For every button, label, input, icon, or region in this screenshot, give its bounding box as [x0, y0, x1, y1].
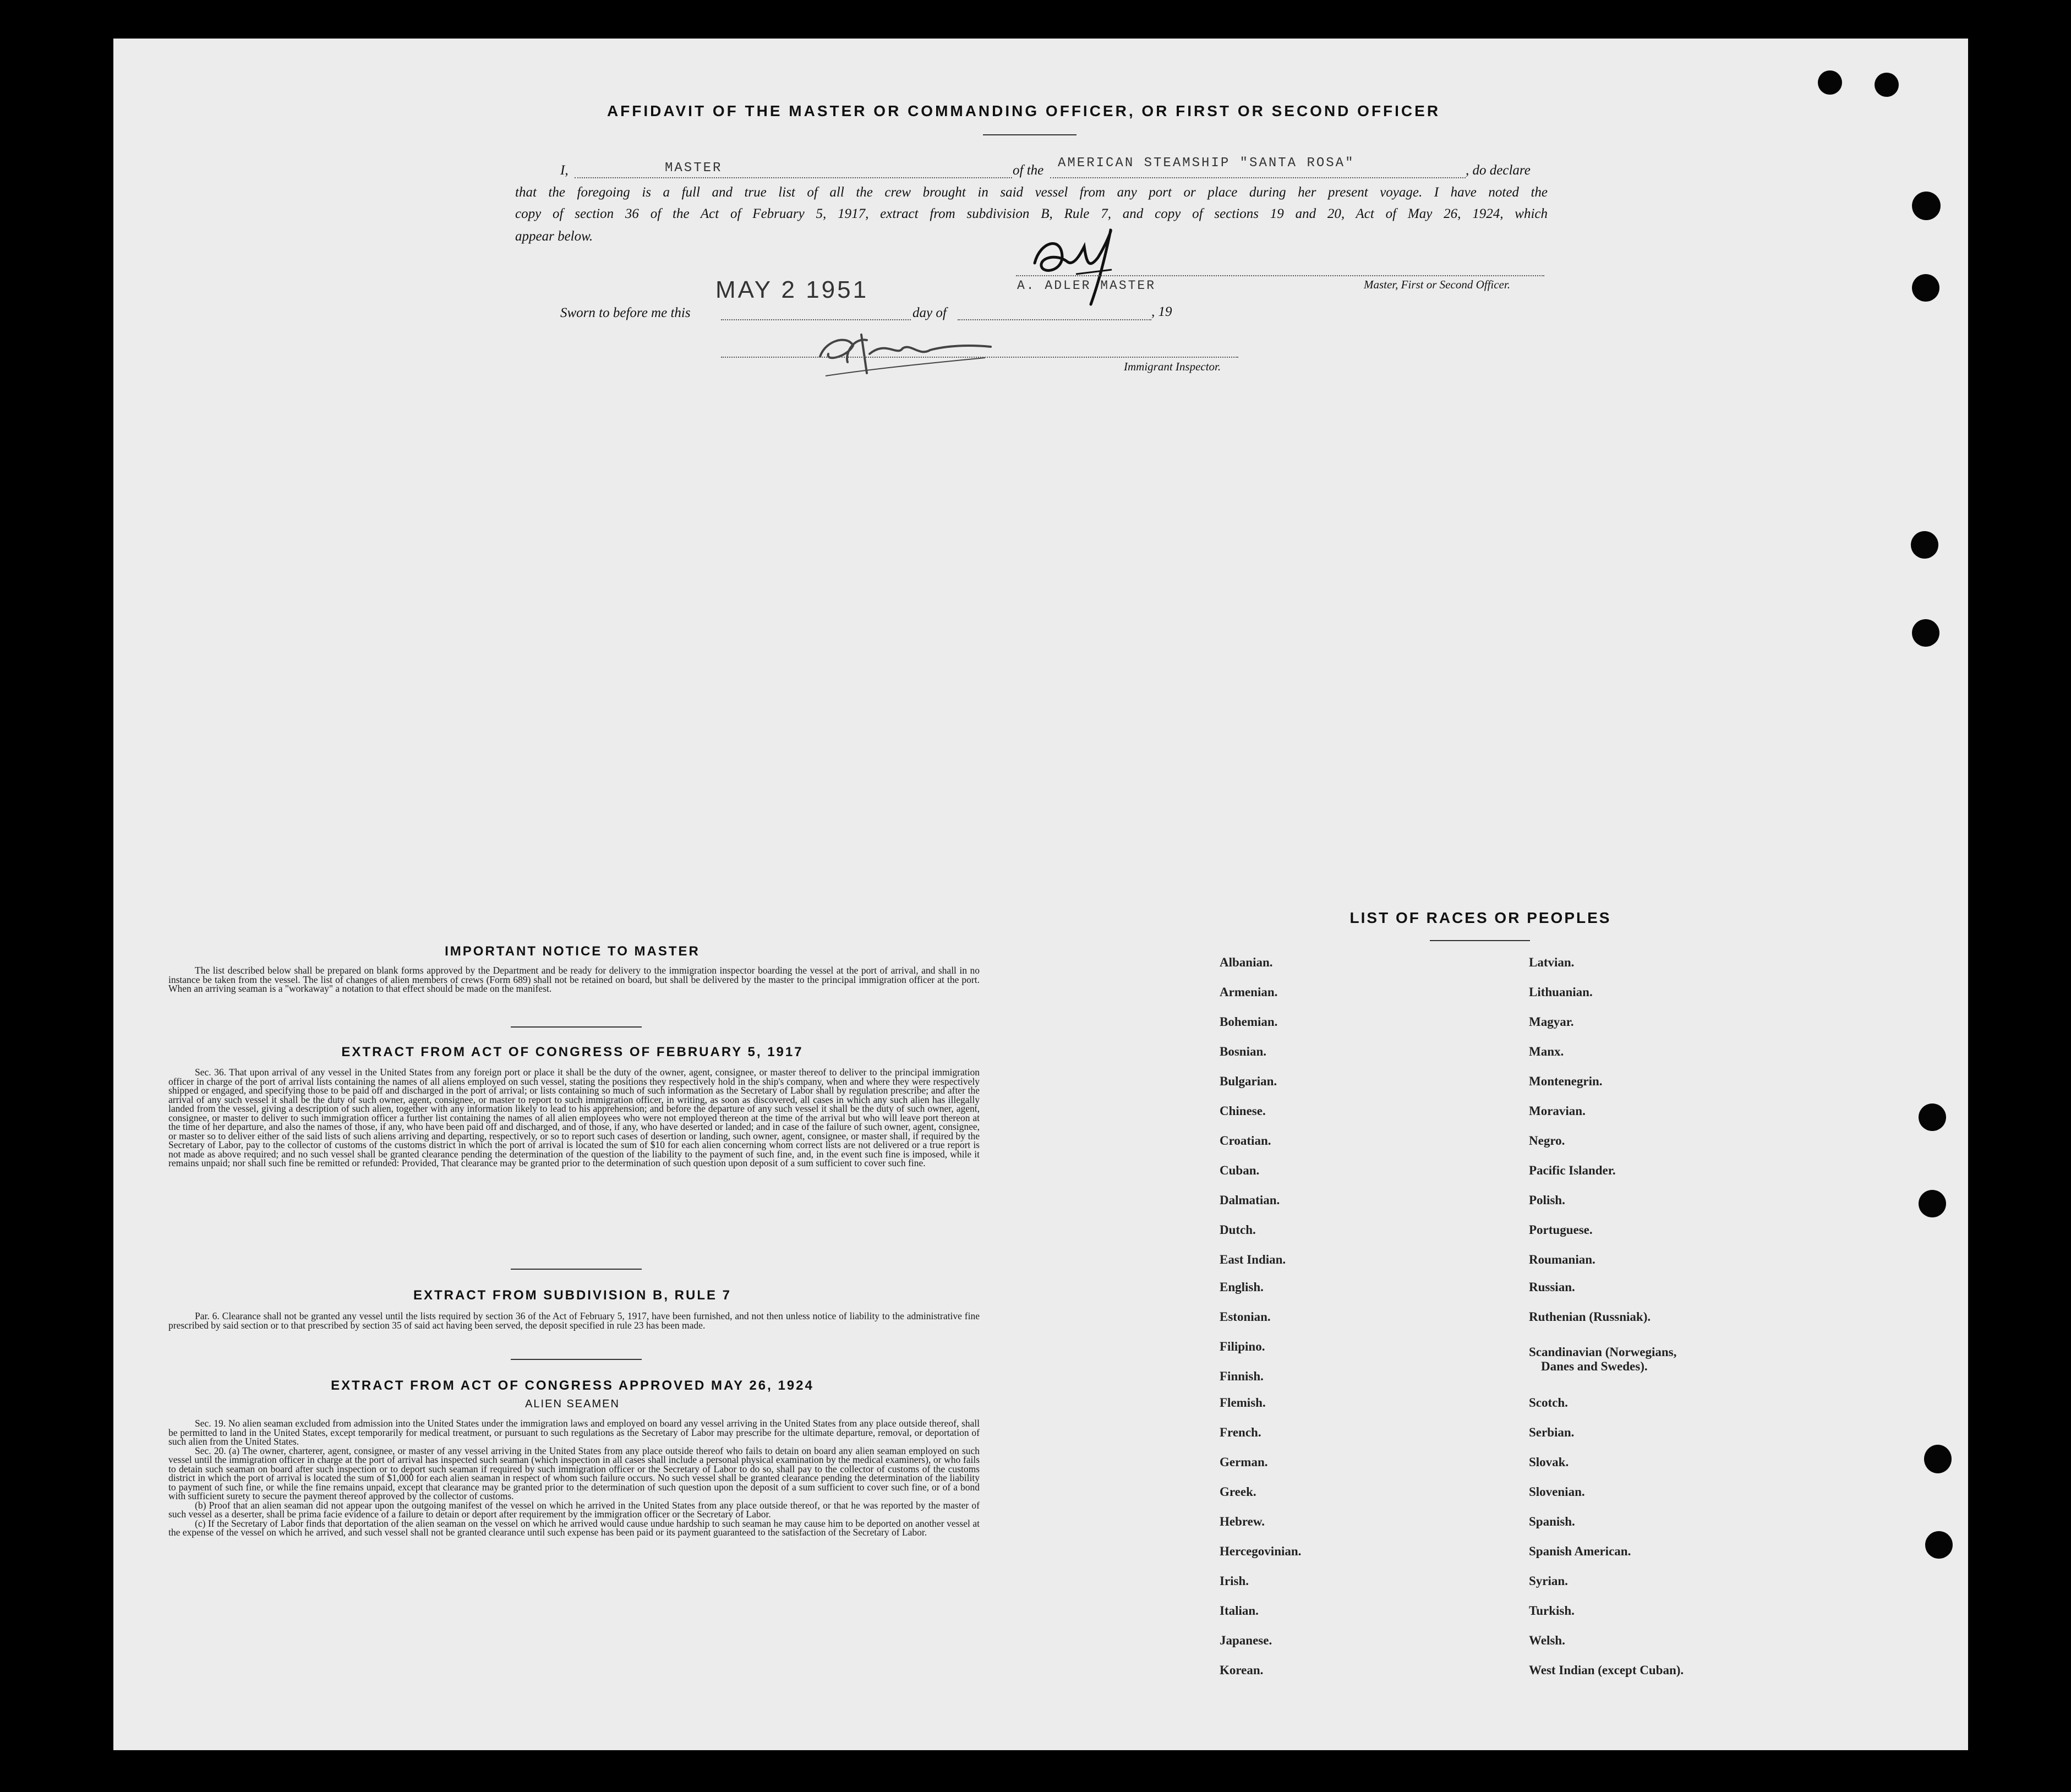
inspector-caption: Immigrant Inspector. — [1124, 360, 1221, 373]
race-item: Montenegrin. — [1529, 1074, 1603, 1088]
title-underline — [983, 134, 1077, 135]
race-item: Flemish. — [1220, 1396, 1266, 1409]
race-item: Syrian. — [1529, 1574, 1568, 1588]
race-item: Spanish. — [1529, 1515, 1575, 1528]
race-item: Japanese. — [1220, 1633, 1272, 1647]
officer-signature — [1029, 219, 1139, 307]
race-item: Lithuanian. — [1529, 985, 1593, 999]
punch-hole — [1912, 192, 1941, 220]
race-item: English. — [1220, 1280, 1264, 1294]
affidavit-of-the: of the — [1013, 163, 1044, 178]
punch-hole — [1818, 70, 1842, 95]
race-item: Chinese. — [1220, 1104, 1266, 1118]
race-item: Spanish American. — [1529, 1544, 1631, 1558]
extract-1924-title: EXTRACT FROM ACT OF CONGRESS APPROVED MAY 26, 1924 — [331, 1378, 814, 1393]
extract-rule7-title: EXTRACT FROM SUBDIVISION B, RULE 7 — [413, 1288, 732, 1303]
race-item: Dalmatian. — [1220, 1193, 1280, 1207]
master-blank-line — [575, 177, 1012, 178]
punch-hole — [1919, 1103, 1946, 1131]
race-item: German. — [1220, 1455, 1268, 1469]
race-item: Welsh. — [1529, 1633, 1565, 1647]
race-item: Negro. — [1529, 1134, 1565, 1148]
extract-1917-title: EXTRACT FROM ACT OF CONGRESS OF FEBRUARY 5, 1917 — [341, 1045, 804, 1059]
extract-1924-sec20b: (b) Proof that an alien seaman did not appear upon the outgoing manifest of the vessel on which he arrived in the United States from any place outside thereof, or that he was reported by the master of such vessel as a deserter, shall be prima facie evidence of a failure to detain or deport after requirement by the immigration officer or the Secretary of Labor. — [168, 1499, 980, 1520]
sworn-text: Sworn to before me this — [560, 305, 691, 320]
punch-hole — [1925, 1531, 1953, 1559]
race-item: Danes and Swedes). — [1541, 1359, 1648, 1373]
punch-hole — [1924, 1445, 1952, 1473]
race-item: Croatian. — [1220, 1134, 1271, 1148]
affidavit-body-line: that the foregoing is a full and true list of all the crew brought in said vessel from any port or place during her present voyage. I have noted the — [515, 185, 1548, 200]
race-item: Finnish. — [1220, 1369, 1264, 1383]
race-item: Portuguese. — [1529, 1223, 1593, 1237]
officer-caption: Master, First or Second Officer. — [1364, 278, 1510, 291]
races-title: LIST OF RACES OR PEOPLES — [1349, 909, 1611, 926]
officer-signature-line — [1016, 275, 1544, 276]
notice-paragraph: The list described below shall be prepared on blank forms approved by the Department and be ready for delivery to the immigration inspector boarding the vessel at the port of arrival, and shall in no instance be taken from the vessel. The list of changes of alien members of crews (Form 689) shall not be retained on board, but shall be delivered by the master to the principal immigration officer at the port. When an arriving seaman is a "workaway" a notation to that effect should be made on the manifest. — [168, 965, 980, 994]
race-item: Turkish. — [1529, 1604, 1575, 1618]
race-item: Moravian. — [1529, 1104, 1586, 1118]
race-item: Hercegovinian. — [1220, 1544, 1302, 1558]
extract-1924-sec20c: (c) If the Secretary of Labor finds that deportation of the alien seaman on the vessel on which he arrived would cause undue hardship to such seaman he may cause him to be deported on another vessel at the expense of the vessel on which he arrived, and such vessel shall not be granted clearance until such expense has been paid or its payment guaranteed to the satisfaction of the Secretary of Labor. — [168, 1517, 980, 1538]
notice-title: IMPORTANT NOTICE TO MASTER — [445, 944, 700, 959]
race-item: Armenian. — [1220, 985, 1278, 999]
race-item: Cuban. — [1220, 1163, 1260, 1177]
race-item: Serbian. — [1529, 1425, 1575, 1439]
race-item: East Indian. — [1220, 1253, 1286, 1266]
race-item: Estonian. — [1220, 1310, 1271, 1324]
race-item: Hebrew. — [1220, 1515, 1265, 1528]
day-of-text: day of — [912, 305, 947, 320]
date-stamp: MAY 2 1951 — [715, 276, 869, 303]
race-item: Roumanian. — [1529, 1253, 1595, 1266]
extract-rule7-text — [168, 1312, 980, 1330]
race-item: Latvian. — [1529, 955, 1575, 969]
notice-text — [168, 966, 980, 993]
race-item: Ruthenian (Russniak). — [1529, 1310, 1651, 1324]
punch-hole — [1919, 1190, 1946, 1217]
inspector-signature-line — [721, 357, 1238, 358]
affidavit-body-line: appear below. — [515, 229, 593, 244]
extract-1917-text — [168, 1068, 980, 1168]
affidavit-body-line: copy of section 36 of the Act of February 5, 1917, extract from subdivision B, Rule 7, and copy of sections 19 and 20, Act of May 26, 1924, which — [515, 206, 1548, 221]
inspector-signature — [815, 324, 996, 379]
race-item: Pacific Islander. — [1529, 1163, 1616, 1177]
race-item: Russian. — [1529, 1280, 1575, 1294]
section-divider — [511, 1269, 642, 1270]
vessel-blank-line — [1050, 177, 1466, 178]
race-item: Dutch. — [1220, 1223, 1256, 1237]
vessel-typed-value: AMERICAN STEAMSHIP "SANTA ROSA" — [1058, 156, 1355, 171]
race-item: West Indian (except Cuban). — [1529, 1663, 1684, 1677]
punch-hole — [1911, 531, 1938, 559]
race-item: Albanian. — [1220, 955, 1273, 969]
master-typed-value: MASTER — [665, 161, 723, 176]
extract-1924-subtitle: ALIEN SEAMEN — [525, 1398, 620, 1410]
race-item: Irish. — [1220, 1574, 1249, 1588]
race-item: Scotch. — [1529, 1396, 1568, 1409]
race-item: Scandinavian (Norwegians, — [1529, 1345, 1677, 1359]
race-item: Korean. — [1220, 1663, 1264, 1677]
punch-hole — [1875, 73, 1899, 97]
race-item: Magyar. — [1529, 1015, 1574, 1029]
race-item: Greek. — [1220, 1485, 1256, 1499]
affidavit-title: AFFIDAVIT OF THE MASTER OR COMMANDING OFFICER, OR FIRST OR SECOND OFFICER — [606, 102, 1441, 119]
year-prefix: , 19 — [1151, 304, 1172, 319]
punch-hole — [1912, 619, 1939, 647]
race-item: Polish. — [1529, 1193, 1565, 1207]
extract-rule7-paragraph: Par. 6. Clearance shall not be granted any vessel until the lists required by section 36 of the Act of February 5, 1917, have been furnished, and not then unless notice of liability to the administrative fine prescribed by said section or to that prescribed by section 35 of said act having been served, the deposit specified in rule 23 has been made. — [168, 1310, 980, 1331]
race-item: French. — [1220, 1425, 1261, 1439]
section-divider — [511, 1026, 642, 1028]
section-divider — [511, 1359, 642, 1360]
extract-1924-text — [168, 1419, 980, 1537]
affidavit-do-declare: , do declare — [1466, 163, 1531, 178]
race-item: Bosnian. — [1220, 1045, 1267, 1058]
races-title-underline — [1430, 940, 1530, 941]
race-item: Filipino. — [1220, 1340, 1265, 1353]
race-item: Bohemian. — [1220, 1015, 1278, 1029]
race-item: Manx. — [1529, 1045, 1564, 1058]
officer-typed-name: A. ADLER MASTER — [1017, 278, 1156, 293]
race-item: Slovenian. — [1529, 1485, 1585, 1499]
sworn-day-line — [721, 319, 911, 320]
extract-1924-sec19: Sec. 19. No alien seaman excluded from admission into the United States under the immigration laws and employed on board any vessel arriving in the United States from any place outside thereof, shall be permitted to land in the United States, except temporarily for medical treatment, or pursuant to such regulations as the Secretary of Labor may prescribe for the ultimate departure, removal, or deportation of such alien from the United States. — [168, 1418, 980, 1447]
race-item: Bulgarian. — [1220, 1074, 1277, 1088]
punch-hole — [1912, 274, 1939, 302]
affidavit-i: I, — [560, 163, 569, 178]
race-item: Slovak. — [1529, 1455, 1569, 1469]
extract-1924-sec20a: Sec. 20. (a) The owner, charterer, agent, consignee, or master of any vessel arriving in the United States from any place outside thereof who fails to detain on board any alien seaman employed on such vessel until the immigration officer in charge at the port of arrival has inspected such seaman (which inspection in all cases shall include a personal physical examination by the medical examiners), or who fails to detain such seaman on board after such inspection or to deport such seaman if required by such immigration officer or the Secretary of Labor to do so, shall pay to the collector of customs of the customs district in which the port of arrival is located the sum of $1,000 for each alien seaman in respect of whom such failure occurs. No such vessel shall be granted clearance pending the determination of the liability to payment of such fine, or while the fine remains unpaid, except that clearance may be granted prior to the determination of such question upon the deposit of a sum sufficient to cover such fine, or of a bond with sufficient surety to secure the payment thereof approved by the collector of customs. — [168, 1445, 980, 1501]
extract-1917-paragraph: Sec. 36. That upon arrival of any vessel in the United States from any foreign port or place it shall be the duty of the owner, agent, consignee, or master thereof to deliver to the principal immigration officer in charge of the port of arrival lists containing the names of all aliens employed on such vessel, stating the positions they respectively hold in the ship's company, when and where they were respectively shipped or engaged, and specifying those to be paid off and discharged in the port of arrival; or lists containing so much of such information as the Secretary of Labor shall by regulation prescribe; and after the arrival of any such vessel it shall be the duty of such owner, agent, consignee, or master to report to such immigration officer, in writing, as soon as discovered, all cases in which any such alien has illegally landed from the vessel, giving a description of such alien, together with any information likely to lead to his apprehension; and before the departure of any such vessel it shall be the duty of such owner, agent, consignee, or master to deliver to such immigration officer a further list containing the names of all alien employees who were not employed thereon at the time of the arrival but who will leave port thereon at the time of her departure, and also the names of those, if any, who have been paid off and discharged, and of those, if any, who have deserted or landed; and in case of the failure of such owner, agent, consignee, or master so to deliver either of the said lists of such aliens arriving and departing, respectively, or so to report such cases of desertion or landing, such owner, agent, consignee, or master shall, if required by the Secretary of Labor, pay to the collector of customs of the customs district in which the port of arrival is located the sum of $10 for each alien concerning whom correct lists are not delivered or a true report is not made as above required; and no such vessel shall be granted clearance pending the determination of the question of the liability to the payment of such fine, and, in the event such fine is imposed, while it remains unpaid; nor shall such fine be remitted or refunded: Provided, That clearance may be granted prior to the determination of such question upon deposit of a sum sufficient to cover such fine. — [168, 1067, 980, 1168]
sworn-month-line — [958, 319, 1151, 320]
race-item: Italian. — [1220, 1604, 1259, 1618]
